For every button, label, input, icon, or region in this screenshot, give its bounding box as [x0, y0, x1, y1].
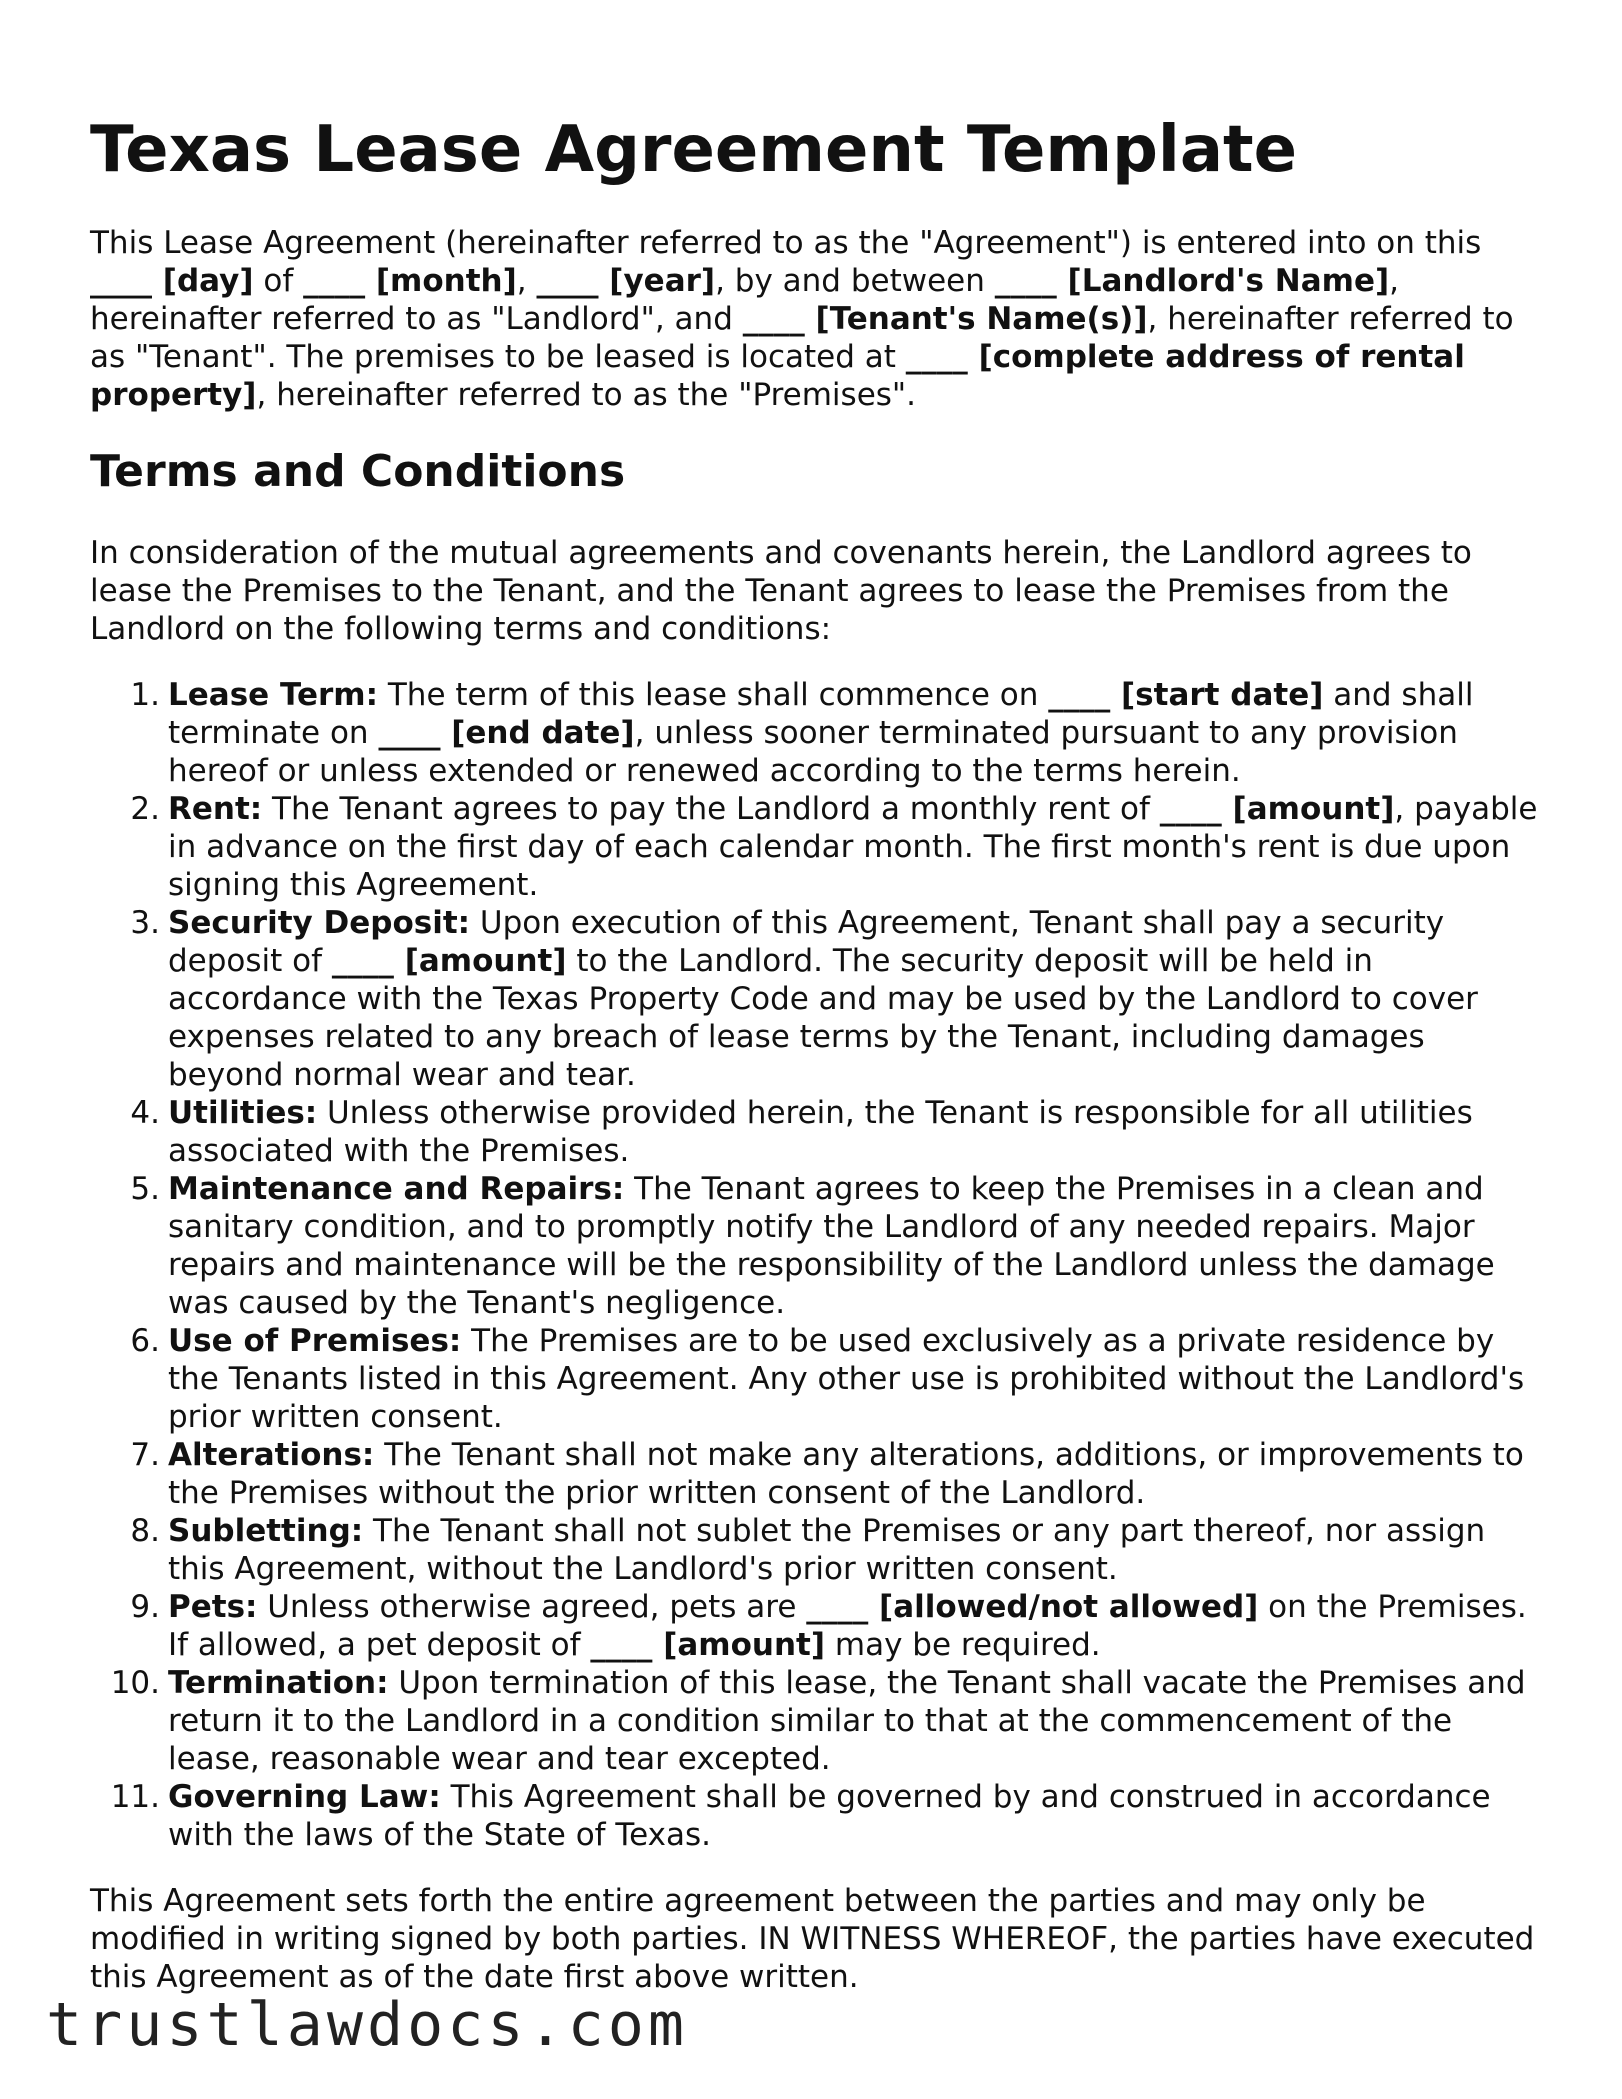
- term-label: Utilities:: [168, 1095, 318, 1131]
- term-text: This Agreement shall be governed by and construed in accordance with the laws of the State of Texas.: [168, 1779, 1491, 1853]
- term-item-pets: [90, 1588, 1540, 1664]
- term-text: to the Landlord. The security deposit will be held in accordance with the Texas Property Code and may be used by the Landlord to cover expenses related to any breach of lease terms by the Tenant, including damages beyond normal wear and tear.: [168, 943, 1478, 1093]
- term-number: 10.: [110, 1665, 160, 1701]
- term-text: Unless otherwise provided herein, the Tenant is responsible for all utilities associated with the Premises.: [168, 1095, 1473, 1169]
- term-text: Unless otherwise agreed, pets are: [257, 1589, 807, 1625]
- term-number: 4.: [130, 1095, 160, 1131]
- term-number: 2.: [130, 791, 160, 827]
- term-item-maintenance: [90, 1170, 1540, 1322]
- term-item-governing-law: [90, 1778, 1540, 1854]
- term-item-rent: [90, 790, 1540, 904]
- term-label: Subletting:: [168, 1513, 364, 1549]
- field-start-date: ____ [start date]: [1048, 677, 1324, 713]
- intro-text: ,: [516, 263, 537, 299]
- term-number: 3.: [130, 905, 160, 941]
- term-text: The Tenant agrees to keep the Premises in a clean and sanitary condition, and to promptly notify the Landlord of any needed repairs. Major repairs and maintenance will be the responsibility of the Landlord unless the damage was caused by the Tenant's negligence.: [168, 1171, 1495, 1321]
- term-text: The Premises are to be used exclusively as a private residence by the Tenants listed in this Agreement. Any other use is prohibited without the Landlord's prior written consent.: [168, 1323, 1525, 1435]
- term-text: Upon termination of this lease, the Tenant shall vacate the Premises and return it to the Landlord in a condition similar to that at the commencement of the lease, reasonable wear and tear excepted.: [168, 1665, 1526, 1777]
- term-label: Governing Law:: [168, 1779, 441, 1815]
- field-pet-deposit-amount: ____ [amount]: [590, 1627, 826, 1663]
- term-item-lease-term: [90, 676, 1540, 790]
- term-label: Alterations:: [168, 1437, 375, 1473]
- term-text: and shall terminate on: [168, 677, 1474, 751]
- intro-paragraph: [90, 224, 1540, 414]
- term-label: Lease Term:: [168, 677, 379, 713]
- term-item-subletting: [90, 1512, 1540, 1588]
- term-number: 11.: [110, 1779, 160, 1815]
- term-text: The Tenant shall not sublet the Premises or any part thereof, nor assign this Agreement, without the Landlord's prior written consent.: [168, 1513, 1486, 1587]
- term-number: 9.: [130, 1589, 160, 1625]
- field-rent-amount: ____ [amount]: [1159, 791, 1395, 827]
- consideration-paragraph: In consideration of the mutual agreements and covenants herein, the Landlord agrees to lease the Premises to the Tenant, and the Tenant agrees to lease the Premises from the Landlord on the following terms and conditions:: [90, 535, 1472, 647]
- document-title: Texas Lease Agreement Template: [90, 113, 1297, 187]
- field-year: ____ [year]: [536, 263, 716, 299]
- term-text: The Tenant shall not make any alterations, additions, or improvements to the Premises without the prior written consent of the Landlord.: [168, 1437, 1524, 1511]
- term-number: 8.: [130, 1513, 160, 1549]
- intro-text: of: [253, 263, 304, 299]
- term-text: , payable in advance on the first day of each calendar month. The first month's rent is due upon signing this Agreement.: [168, 791, 1538, 903]
- field-day: ____ [day]: [90, 263, 254, 299]
- term-number: 5.: [130, 1171, 160, 1207]
- term-item-alterations: [90, 1436, 1540, 1512]
- watermark-logo: trustlawdocs.com: [46, 1990, 688, 2060]
- terms-list: [90, 676, 1540, 1854]
- intro-text: , by and between: [715, 263, 995, 299]
- term-text: The term of this lease shall commence on: [378, 677, 1049, 713]
- term-number: 6.: [130, 1323, 160, 1359]
- term-item-security-deposit: [90, 904, 1540, 1094]
- term-number: 7.: [130, 1437, 160, 1473]
- term-text: may be required.: [825, 1627, 1101, 1663]
- field-deposit-amount: ____ [amount]: [331, 943, 567, 979]
- term-label: Maintenance and Repairs:: [168, 1171, 625, 1207]
- intro-text: , hereinafter referred to as "Landlord", and: [90, 263, 1399, 337]
- term-item-utilities: [90, 1094, 1540, 1170]
- term-label: Security Deposit:: [168, 905, 471, 941]
- term-text: , unless sooner terminated pursuant to any provision hereof or unless extended or renewed according to the terms herein.: [168, 715, 1458, 789]
- term-number: 1.: [130, 677, 160, 713]
- field-month: ____ [month]: [303, 263, 517, 299]
- field-pets-allowed: ____ [allowed/not allowed]: [806, 1589, 1259, 1625]
- term-label: Termination:: [168, 1665, 389, 1701]
- field-end-date: ____ [end date]: [378, 715, 635, 751]
- intro-text: This Lease Agreement (hereinafter referred to as the "Agreement") is entered into on this: [90, 225, 1482, 261]
- term-label: Use of Premises:: [168, 1323, 462, 1359]
- intro-text: , hereinafter referred to as "Tenant". The premises to be leased is located at: [90, 301, 1514, 375]
- term-text: The Tenant agrees to pay the Landlord a monthly rent of: [262, 791, 1160, 827]
- document-page: [90, 108, 1540, 1996]
- term-label: Pets:: [168, 1589, 258, 1625]
- term-text: on the Premises. If allowed, a pet deposit of: [168, 1589, 1527, 1663]
- field-landlord-name: ____ [Landlord's Name]: [994, 263, 1390, 299]
- term-label: Rent:: [168, 791, 263, 827]
- section-heading: Terms and Conditions: [90, 446, 626, 497]
- term-item-use-of-premises: [90, 1322, 1540, 1436]
- intro-text: , hereinafter referred to as the "Premises".: [256, 377, 917, 413]
- term-item-termination: [90, 1664, 1540, 1778]
- term-text: Upon execution of this Agreement, Tenant shall pay a security deposit of: [168, 905, 1445, 979]
- closing-paragraph: This Agreement sets forth the entire agreement between the parties and may only be modified in writing signed by both parties. IN WITNESS WHEREOF, the parties have executed this Agreement as of the date first above written.: [90, 1883, 1535, 1995]
- field-tenant-name: ____ [Tenant's Name(s)]: [742, 301, 1148, 337]
- field-property-address: ____ [complete address of rental property]: [90, 339, 1465, 413]
